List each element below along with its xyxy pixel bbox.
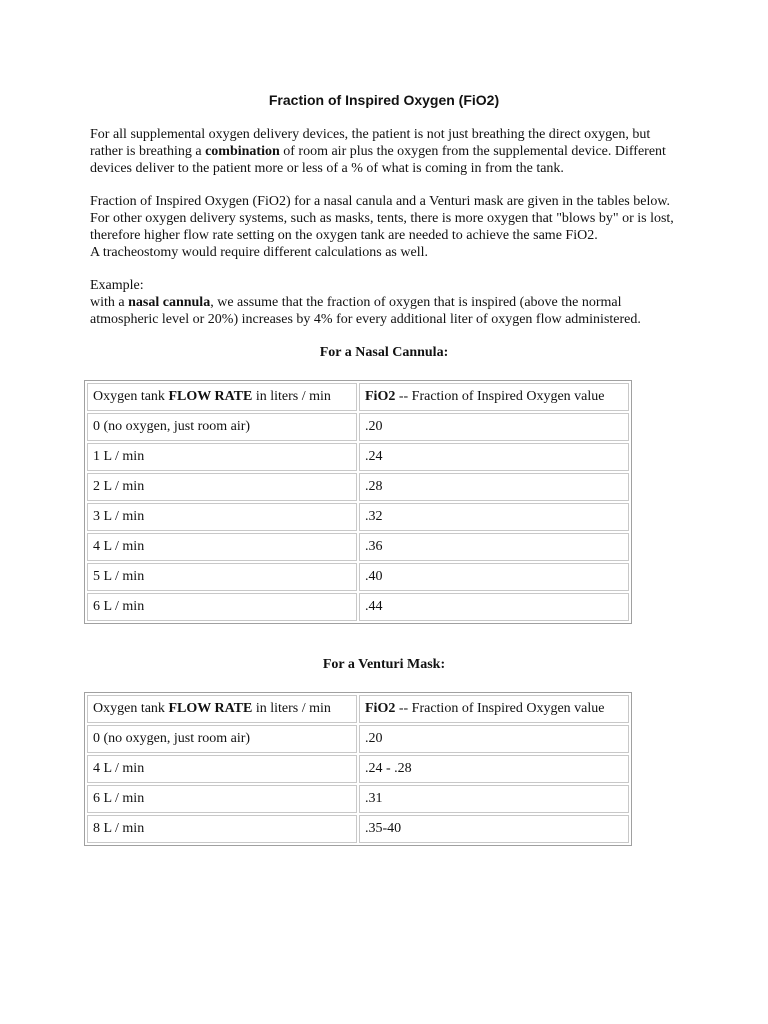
intro-line-3: devices deliver to the patient more or less of a % of what is coming in from the tank. — [90, 161, 564, 176]
header-text: -- Fraction of Inspired Oxygen value — [395, 389, 605, 404]
table-row — [87, 725, 629, 753]
fio2-cell: .36 — [359, 533, 629, 561]
flow-cell: 4 L / min — [87, 755, 357, 783]
venturi-mask-table — [84, 692, 632, 846]
fio2-line-4: A tracheostomy would require different calculations as well. — [90, 245, 428, 260]
page-title: Fraction of Inspired Oxygen (FiO2) — [268, 92, 500, 108]
fio2-cell: .35-40 — [359, 815, 629, 843]
example-line-2: atmospheric level or 20%) increases by 4% for every additional liter of oxygen flow administered. — [90, 312, 641, 327]
table-row — [87, 815, 629, 843]
flow-cell: 3 L / min — [87, 503, 357, 531]
table-row — [87, 593, 629, 621]
table-row — [87, 473, 629, 501]
fio2-line-2: For other oxygen delivery systems, such as masks, tents, there is more oxygen that "blows by" or is lost, — [90, 211, 674, 226]
fio2-header — [359, 383, 629, 411]
fio2-cell: .40 — [359, 563, 629, 591]
header-text: in liters / min — [252, 701, 331, 716]
table-header-row — [87, 695, 629, 723]
header-bold: FLOW RATE — [168, 389, 253, 404]
table-row — [87, 443, 629, 471]
header-text: Oxygen tank — [93, 389, 169, 404]
flow-cell: 5 L / min — [87, 563, 357, 591]
table-header-row — [87, 383, 629, 411]
table-row — [87, 563, 629, 591]
fio2-cell: .20 — [359, 725, 629, 753]
header-bold: FLOW RATE — [168, 701, 253, 716]
venturi-mask-heading: For a Venturi Mask: — [322, 657, 446, 672]
fio2-cell: .28 — [359, 473, 629, 501]
example-line-1 — [90, 294, 690, 311]
intro-text: of room air plus the oxygen from the supplemental device. Different — [279, 144, 666, 159]
table-row — [87, 413, 629, 441]
table-row — [87, 755, 629, 783]
flow-cell: 4 L / min — [87, 533, 357, 561]
example-text: , we assume that the fraction of oxygen that is inspired (above the normal — [210, 295, 622, 310]
fio2-cell: .24 — [359, 443, 629, 471]
header-text: in liters / min — [252, 389, 331, 404]
header-text: -- Fraction of Inspired Oxygen value — [395, 701, 605, 716]
intro-bold-term: combination — [205, 144, 280, 159]
intro-paragraph — [90, 126, 690, 177]
fio2-line-1: Fraction of Inspired Oxygen (FiO2) for a nasal canula and a Venturi mask are given in the tables below. — [90, 194, 671, 209]
table-row — [87, 503, 629, 531]
flow-cell: 1 L / min — [87, 443, 357, 471]
table-row — [87, 785, 629, 813]
table-row — [87, 533, 629, 561]
fio2-line-3: therefore higher flow rate setting on the oxygen tank are needed to achieve the same FiO2. — [90, 228, 598, 243]
flow-cell: 0 (no oxygen, just room air) — [87, 725, 357, 753]
fio2-paragraph — [90, 193, 690, 261]
example-bold-term: nasal cannula — [128, 295, 211, 310]
header-bold: FiO2 — [365, 701, 396, 716]
intro-line-1: For all supplemental oxygen delivery devices, the patient is not just breathing the direct oxygen, but — [90, 127, 651, 142]
fio2-cell: .24 - .28 — [359, 755, 629, 783]
fio2-cell: .32 — [359, 503, 629, 531]
intro-line-2 — [90, 143, 690, 160]
intro-text: rather is breathing a — [90, 144, 206, 159]
nasal-cannula-heading: For a Nasal Cannula: — [319, 345, 449, 360]
fio2-cell: .44 — [359, 593, 629, 621]
example-paragraph — [90, 277, 690, 328]
flow-cell: 2 L / min — [87, 473, 357, 501]
header-bold: FiO2 — [365, 389, 396, 404]
fio2-cell: .31 — [359, 785, 629, 813]
flow-cell: 0 (no oxygen, just room air) — [87, 413, 357, 441]
example-label: Example: — [90, 278, 144, 293]
example-text: with a — [90, 295, 129, 310]
header-text: Oxygen tank — [93, 701, 169, 716]
flow-rate-header — [87, 695, 357, 723]
flow-cell: 8 L / min — [87, 815, 357, 843]
fio2-cell: .20 — [359, 413, 629, 441]
flow-rate-header — [87, 383, 357, 411]
fio2-header — [359, 695, 629, 723]
flow-cell: 6 L / min — [87, 593, 357, 621]
nasal-cannula-table — [84, 380, 632, 624]
flow-cell: 6 L / min — [87, 785, 357, 813]
